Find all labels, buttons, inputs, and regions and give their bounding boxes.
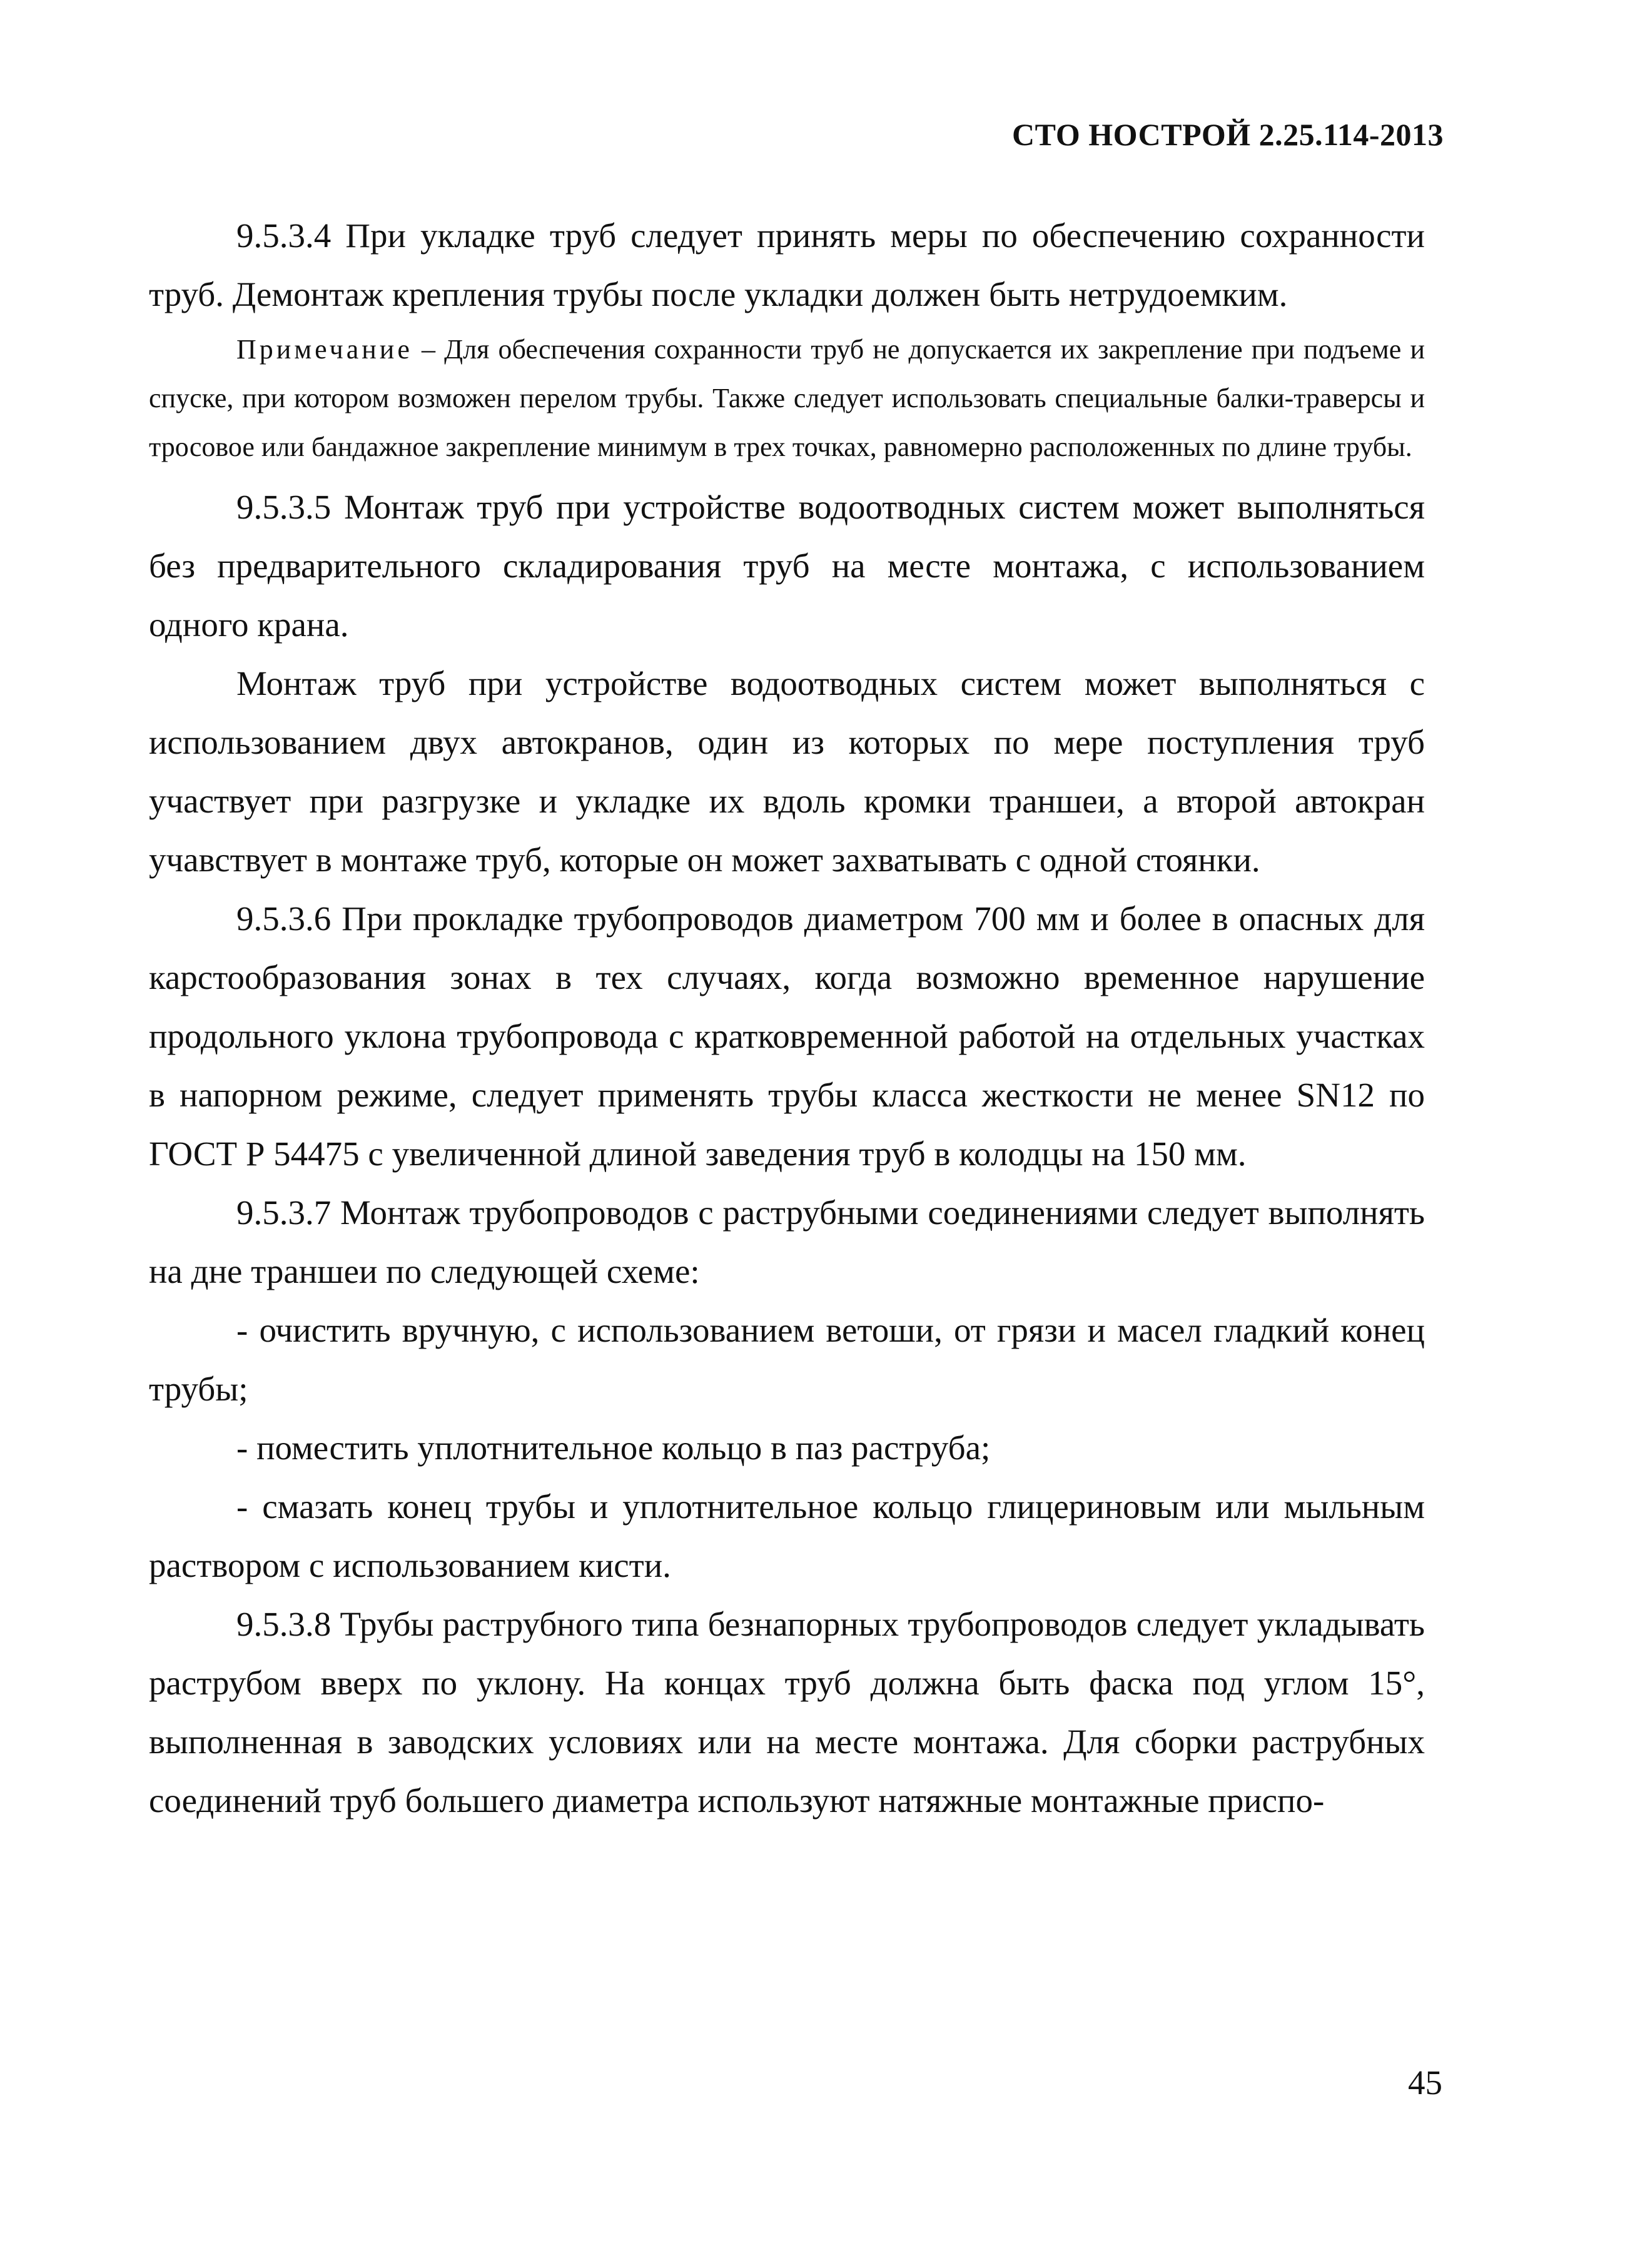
list-item: - очистить вручную, с использованием ветоши, от грязи и масел гладкий конец трубы; (149, 1311, 1425, 1408)
list-item: - смазать конец трубы и уплотнительное кольцо глицериновым или мыльным раствором с использованием кисти. (149, 1487, 1425, 1584)
paragraph-9-5-3-4: 9.5.3.4 При укладке труб следует принять меры по обеспечению сохранности труб. Демонтаж крепления трубы после укладки должен быть нетрудоемким. (149, 216, 1425, 313)
paragraph-9-5-3-7: 9.5.3.7 Монтаж трубопроводов с раструбными соединениями следует выполнять на дне траншеи по следующей схеме: (149, 1193, 1425, 1290)
paragraph-9-5-3-5: 9.5.3.5 Монтаж труб при устройстве водоотводных систем может выполняться без предварительного складирования труб на месте монтажа, с использованием одного крана. (149, 488, 1425, 644)
document-body (149, 206, 1425, 1830)
paragraph-9-5-3-6: 9.5.3.6 При прокладке трубопроводов диаметром 700 мм и более в опасных для карстообразования зонах в тех случаях, когда возможно временное нарушение продольного уклона трубопровода с кратковременной работой на отдельных участках в напорном режиме, следует применять трубы класса жесткости не менее SN12 по ГОСТ Р 54475 с увеличенной длиной заведения труб в колодцы на 150 мм. (149, 899, 1425, 1173)
note-text: – Для обеспечения сохранности труб не допускается их закрепление при подъеме и спуске, при котором возможен перелом трубы. Также следует использовать специальные балки-траверсы и тросовое или бандажное закрепление минимум в трех точках, равномерно расположенных по длине трубы. (149, 334, 1425, 462)
paragraph-9-5-3-8: 9.5.3.8 Трубы раструбного типа безнапорных трубопроводов следует укладывать раструбом вверх по уклону. На концах труб должна быть фаска под углом 15°, выполненная в заводских условиях или на месте монтажа. Для сборки раструбных соединений труб большего диаметра используют натяжные монтажные приспо- (149, 1605, 1425, 1820)
note-block (149, 324, 1425, 478)
list-item: - поместить уплотнительное кольцо в паз раструба; (236, 1429, 991, 1467)
note-label: Примечание (236, 334, 413, 365)
document-code-header: СТО НОСТРОЙ 2.25.114-2013 (1012, 117, 1444, 152)
paragraph-two-cranes: Монтаж труб при устройстве водоотводных систем может выполняться с использованием двух автокранов, один из которых по мере поступления труб участвует при разгрузке и укладке их вдоль кромки траншеи, а второй автокран учавствует в монтаже труб, которые он может захватывать с одной стоянки. (149, 664, 1425, 879)
page-number: 45 (1408, 2063, 1442, 2102)
